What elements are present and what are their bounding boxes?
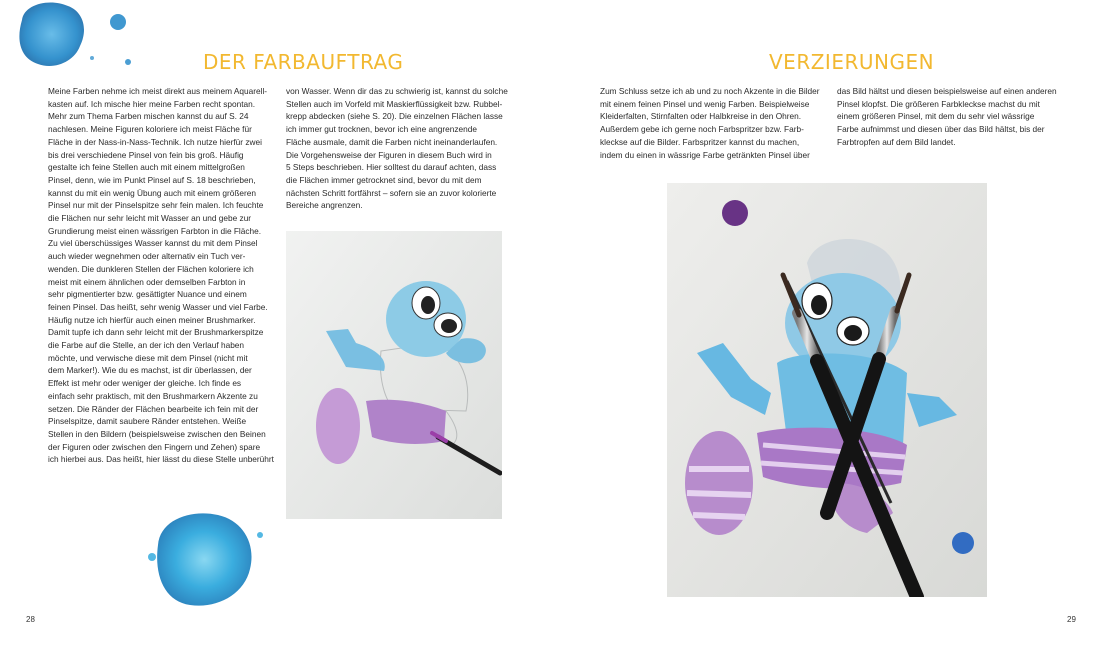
text-line: Meine Farben nehme ich meist direkt aus meinem Aquarell- <box>48 86 268 96</box>
right-page-column-1 <box>600 85 825 161</box>
page-number-right: 29 <box>1067 615 1076 624</box>
text-line: Mehr zum Thema Farben mischen kannst du auf S. 24 <box>48 111 249 122</box>
text-line: Fläche in der Nass-in-Nass-Technik. Ich nutze hierfür zwei <box>48 136 262 147</box>
text-line: das Bild hältst und diesen beispielsweise auf einen anderen <box>837 86 1057 96</box>
text-line: krepp abdecken (siehe S. 20). Die einzelnen Flächen lasse <box>286 111 503 122</box>
text-line: ich immer gut trocknen, bevor ich eine angrenzende <box>286 124 477 135</box>
text-line: setzen. Die Ränder der Flächen bearbeite ich fein mit der <box>48 403 259 414</box>
watercolor-splash-bottom-left <box>140 505 270 615</box>
text-line: Fläche ausmale, damit die Farben nicht ineinanderlaufen. <box>286 136 498 147</box>
left-page-column-2 <box>286 85 511 212</box>
text-line: 5 Steps beschrieben. Hier solltest du darauf achten, dass <box>286 162 497 173</box>
text-line: kasten auf. Ich mische hier meine Farben recht spontan. <box>48 98 256 109</box>
text-line: die Flächen nur sehr leicht mit Wasser an und gebe zur <box>48 213 252 224</box>
text-line: Die Vorgehensweise der Figuren in diesem Buch wird in <box>286 149 492 160</box>
left-page-column-1 <box>48 85 273 466</box>
watercolor-splash-top-left <box>10 0 140 75</box>
right-page-column-2 <box>837 85 1062 149</box>
page-number-left: 28 <box>26 615 35 624</box>
text-line: Außerdem gebe ich gerne noch Farbspritzer bzw. Farb- <box>600 124 804 135</box>
text-line: Zum Schluss setze ich ab und zu noch Akzente in die Bilder <box>600 86 820 96</box>
text-line: Pinsel nur mit der Pinselspitze sehr fein malen. Ich feuchte <box>48 200 264 211</box>
text-line: nächsten Schritt fortfährst – sofern sie an zuvor kolorierte <box>286 187 497 198</box>
text-line: sehr pigmentierter bzw. gesättigter Nuance und einem <box>48 289 247 300</box>
text-line: von Wasser. Wenn dir das zu schwierig ist, kannst du solche <box>286 86 508 96</box>
text-line: einfach sehr praktisch, mit den Brushmarkern Akzente zu <box>48 390 258 401</box>
text-line: die Flächen immer getrocknet sind, bevor du mit dem <box>286 174 482 185</box>
text-line: einem größeren Pinsel, mit dem du sehr viel wässrige <box>837 111 1035 122</box>
photo-painting-in-progress <box>286 231 502 519</box>
text-line: feinen Pinsel. Das heißt, sehr wenig Wasser und viel Farbe. <box>48 301 268 312</box>
text-line: gestalte ich feine Stellen auch mit einem mittelgroßen <box>48 162 245 173</box>
text-line: Pinselspitze, damit saubere Ränder entstehen. Weiße <box>48 416 247 427</box>
text-line: Grundierung meist einen wässrigen Farbton in die Fläche. <box>48 225 262 236</box>
text-line: nachlesen. Meine Figuren koloriere ich meist Fläche für <box>48 124 252 135</box>
section-heading-verzierungen: VERZIERUNGEN <box>769 50 935 74</box>
text-line: kannst du mit ein wenig Übung auch mit einem größeren <box>48 187 256 198</box>
text-line: ich hierbei aus. Das heißt, hier lässt du diese Stelle unberührt <box>48 454 274 465</box>
text-line: Zu viel überschüssiges Wasser kannst du mit dem Pinsel <box>48 238 258 249</box>
text-line: Stellen auch im Vorfeld mit Maskierflüssigkeit bzw. Rubbel- <box>286 98 503 109</box>
section-heading-farbauftrag: DER FARBAUFTRAG <box>203 50 404 74</box>
text-line: Kleiderfalten, Stirnfalten oder Halbkreise in den Ohren. <box>600 111 802 122</box>
text-line: kleckse auf die Bilder. Farbspritzer kannst du machen, <box>600 136 800 147</box>
text-line: Stellen in den Bildern (beispielsweise zwischen den Beinen <box>48 428 266 439</box>
text-line: wenden. Die dunkleren Stellen der Flächen koloriere ich <box>48 263 254 274</box>
text-line: auch wieder wegnehmen oder alternativ ein Tuch ver- <box>48 251 246 262</box>
text-line: Pinsel klopfst. Die größeren Farbkleckse machst du mit <box>837 98 1040 109</box>
text-line: Häufig nutze ich hierfür auch einen meiner Brushmarker. <box>48 314 256 325</box>
text-line: der Figuren oder zwischen den Fingern und Zehen) spare <box>48 441 261 452</box>
text-line: bis drei verschiedene Pinsel von fein bis groß. Häufig <box>48 149 244 160</box>
text-line: Effekt ist mehr oder weniger der gleiche. Ich finde es <box>48 378 242 389</box>
text-line: möchte, und verwische diese mit dem Pinsel (nicht mit <box>48 352 248 363</box>
text-line: die Farbe auf die Stelle, an der ich den Verlauf haben <box>48 340 245 351</box>
text-line: Farbe aufnimmst und diesen über das Bild hältst, bis der <box>837 124 1045 135</box>
text-line: meist mit einem ähnlichen oder demselben Farbton in <box>48 276 246 287</box>
text-line: Bereiche angrenzen. <box>286 200 363 211</box>
text-line: Pinsel, denn, wie im Punkt Pinsel auf S. 18 beschrieben, <box>48 174 256 185</box>
text-line: Farbtropfen auf dem Bild landet. <box>837 136 956 147</box>
text-line: indem du einen in wässrige Farbe getränkten Pinsel über <box>600 149 810 160</box>
text-line: Damit tupfe ich dann sehr leicht mit der Brushmarkerspitze <box>48 327 264 338</box>
text-line: mit einem feinen Pinsel und wenig Farben. Beispielweise <box>600 98 810 109</box>
photo-finished-painting-with-brushes <box>667 183 987 597</box>
text-line: dem Marker!). Wie du es machst, ist dir überlassen, der <box>48 365 252 376</box>
